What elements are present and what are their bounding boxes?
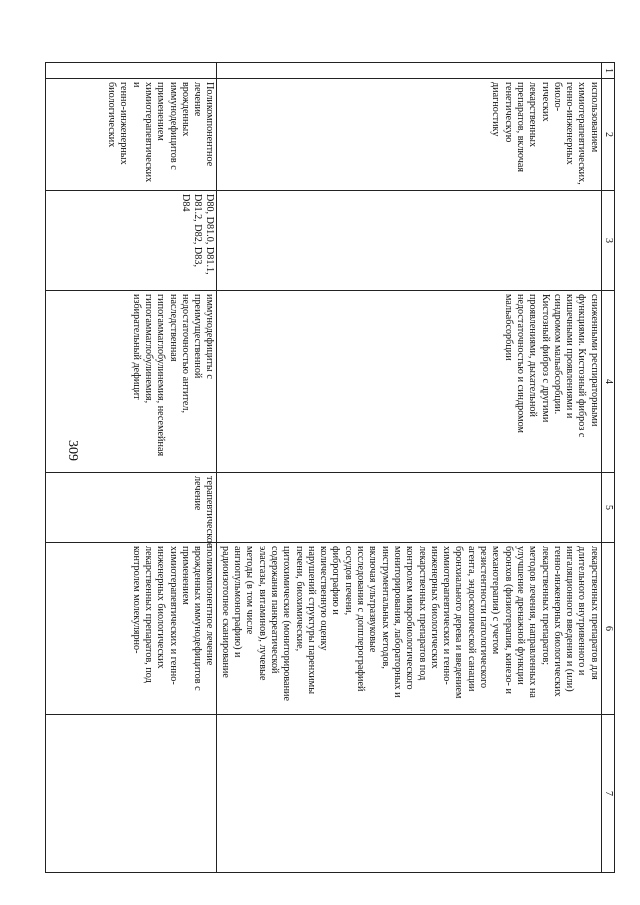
rotated-page — [85, 62, 615, 872]
row2-disease-model: иммунодефициты с преимущественной недостаточностью антител, наследственная гипогаммаглобулинемия, несемейная гипогаммаглобулинемия, избирательный дефицит — [46, 291, 217, 473]
row2-col7 — [46, 715, 217, 873]
col-header-2: 2 — [601, 79, 614, 191]
row2-icd-codes: D80, D81.0, D81.1, D81.2, D82, D83, D84 — [46, 191, 217, 291]
page-number: 309 — [65, 440, 80, 461]
row2-treatment-name: Поликомпонентное лечение врожденных иммунодефицитов с применением химиотерапевтических и генно-инженерных биологических — [46, 79, 217, 191]
col-header-7: 7 — [601, 715, 614, 873]
col-header-4: 4 — [601, 291, 614, 473]
col-header-5: 5 — [601, 473, 614, 543]
row1-icd-codes — [217, 191, 601, 291]
row1-treatment-name: использованием химиотерапевтических, генно-инженерных биоло- гических лекарственных препаратов, включая генетическую диагностику — [217, 79, 601, 191]
col-header-6: 6 — [601, 543, 614, 715]
row1-col7 — [217, 715, 601, 873]
row2-col1 — [46, 63, 217, 79]
table-row — [46, 63, 217, 873]
row1-treatment-method: лекарственных препаратов для длительного внутривенного и ингаляционного введения и (или) генно-инженерных биологических лекарственных препаратов; методов лечения, направленных на улучшение дренажной функции бронхов (физиотерапия, кинезо- и механотерапия) с учетом резистентности патологического агента, эндоскопической санации бронхиального дерева и введением химиотерапевтических и генно- инженерных биологических лекарственных препаратов под контролем микробиологического мониторирования, лабораторных и инструментальных методов, включая ультразвуковые исследования с допплерографией сосудов печени, фибрографию и количественную оценку нарушений структуры паренхимы печени, биохимические, цитохимические (мониторирование содержания панкреатической эластазы, витаминов), лучевые методы (в том числе ангиопульмонографию) и радиоизотопное сканирование — [217, 543, 601, 715]
col-header-3: 3 — [601, 191, 614, 291]
header-row — [601, 63, 614, 873]
procedure-table — [46, 62, 616, 873]
row2-treatment-method: поликомпонентное лечение врожденных иммунодефицитов с применением химиотерапевтических и генно- инженерных биологических лекарственных препаратов, под контролем молекулярно- — [46, 543, 217, 715]
row1-col1 — [217, 63, 601, 79]
table-row — [217, 63, 601, 873]
row2-treatment-type: терапевтическое лечение — [46, 473, 217, 543]
row1-treatment-type — [217, 473, 601, 543]
col-header-1: 1 — [601, 63, 614, 79]
row1-disease-model: сниженными респираторными функциями. Кистозный фиброз с кишечными проявлениями и синдромом мальабсорбции. Кистозный фиброз с другими проявлениями, дыхательной недостаточностью и синдромом мальабсорбции — [217, 291, 601, 473]
